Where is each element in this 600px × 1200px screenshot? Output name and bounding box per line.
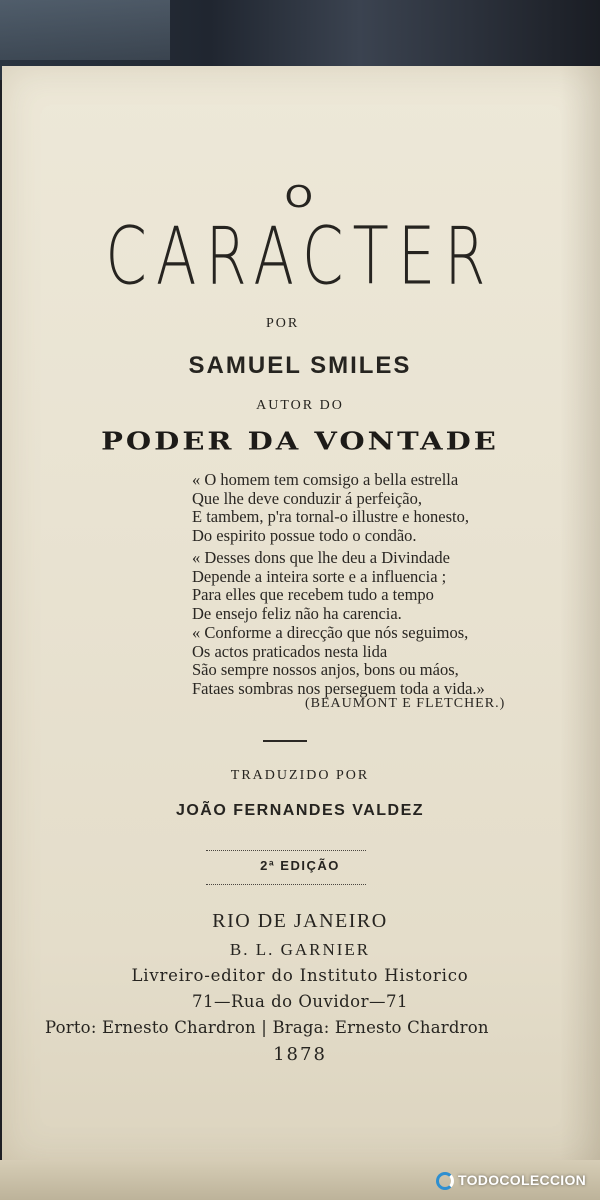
epigraph-line: « Conforme a direcção que nós seguimos, (192, 623, 469, 642)
epigraph-line: De ensejo feliz não ha carencia. (192, 603, 402, 623)
epigraph-stanza (192, 549, 450, 623)
epigraph-line: Fataes sombras nos perseguem toda a vida.» (192, 678, 485, 698)
epigraph-line: Depende a inteira sorte e a influencia ; (192, 566, 447, 586)
epigraph-line: Do espirito possue todo o condão. (192, 525, 417, 545)
epigraph-line: « Desses dons que lhe deu a Divindade (192, 548, 450, 567)
watermark-name: TODOCOLECCION (458, 1172, 587, 1188)
imprint-porto-braga: Porto: Ernesto Chardron | Braga: Ernesto Chardron (45, 1018, 489, 1037)
edition-label: 2ª EDIÇÃO (260, 858, 340, 873)
imprint-publisher: B. L. GARNIER (229, 940, 371, 959)
book-title: CARACTER (105, 210, 495, 303)
epigraph-line: « O homem tem comsigo a bella estrella (192, 470, 459, 489)
dotted-rule-top (206, 850, 366, 851)
previous-work-title: PODER DA VONTADE (101, 426, 499, 456)
swirl-logo-icon (436, 1172, 454, 1190)
por-label: POR (266, 316, 300, 331)
title-article: O (284, 180, 316, 215)
dotted-rule-bottom (206, 884, 366, 885)
epigraph-line: E tambem, p'ra tornal-o illustre e honesto, (192, 507, 469, 526)
background-light (0, 0, 170, 60)
watermark-logo (436, 1172, 586, 1190)
autor-do-label: AUTOR DO (256, 398, 344, 413)
epigraph-stanza (192, 624, 485, 698)
epigraph-line: Para elles que recebem tudo a tempo (192, 585, 434, 604)
imprint-year: 1878 (273, 1044, 327, 1065)
translator-name: JOÃO FERNANDES VALDEZ (175, 802, 425, 819)
imprint-address: 71—Rua do Ouvidor—71 (191, 992, 408, 1011)
separator-rule (263, 740, 307, 742)
traduzido-por-label: TRADUZIDO POR (230, 768, 370, 783)
epigraph-line: Os actos praticados nesta lida (192, 641, 388, 661)
epigraph-line: São sempre nossos anjos, bons ou máos, (192, 660, 459, 679)
epigraph-attribution: (BEAUMONT E FLETCHER.) (305, 696, 506, 711)
epigraph-stanza (192, 471, 469, 545)
imprint-city: RIO DE JANEIRO (212, 910, 388, 932)
epigraph-line: Que lhe deve conduzir á perfeição, (192, 488, 422, 508)
imprint-role: Livreiro-editor do Instituto Historico (131, 966, 469, 985)
author-name: SAMUEL SMILES (188, 352, 412, 379)
